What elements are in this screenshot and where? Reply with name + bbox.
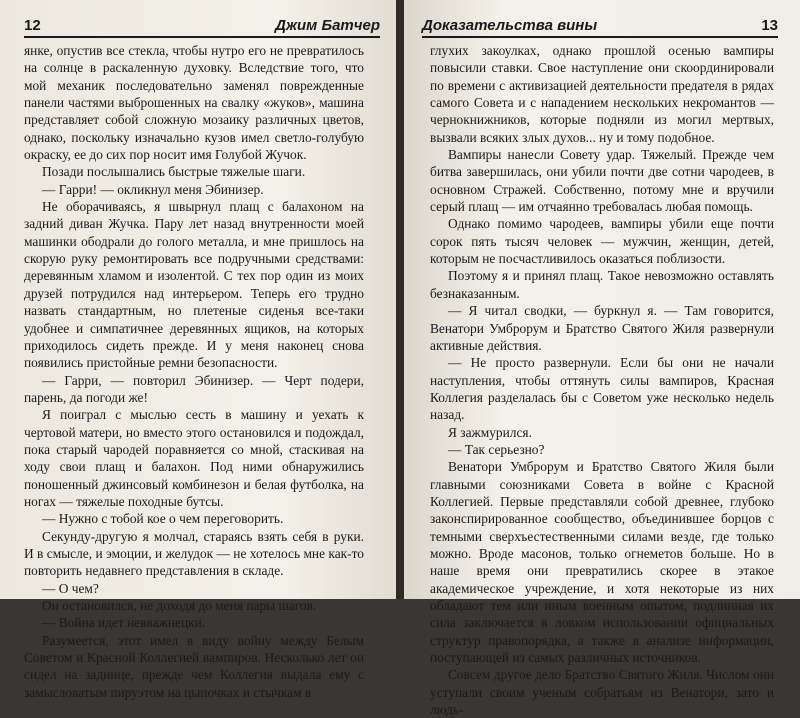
paragraph: — Нужно с тобой кое о чем переговорить. bbox=[42, 511, 284, 527]
paragraph: Не оборачиваясь, я швырнул плащ с балахоном на задний диван Жучка. Пару лет назад внутренности моей машинки ободрали до голого металла, и мне пришлось на скорую руку ремонтировать все подручными средствами: деревянным хламом и изолентой. С тех пор один из моих друзей потрудился над интерьером. Теперь его трудно назвать стандартным, но плетеные сиденья все-таки удобнее и симпатичнее деревянных ящиков, на которых приходилось сидеть прежде. И у меня наконец снова появились пристойные ремни безопасности. bbox=[24, 199, 364, 371]
paragraph: — Я читал сводки, — буркнул я. — Там говорится, Венатори Умброрум и Братство Святого Жиля развернули активные действия. bbox=[430, 303, 774, 353]
paragraph: Совсем другое дело Братство Святого Жиля. Числом они уступали своим ученым собратьям из Венатори, зато и людь- bbox=[430, 667, 774, 718]
book-gutter bbox=[396, 0, 404, 599]
paragraph: Он остановился, не доходя до меня пары шагов. bbox=[42, 598, 317, 613]
left-running-head: Джим Батчер bbox=[275, 17, 380, 34]
left-page bbox=[0, 0, 396, 700]
paragraph: Однако помимо чародеев, вампиры убили еще почти сорок пять тысяч человек — мужчин, женщин, детей, которым не посчастливилось оказаться поблизости. bbox=[430, 216, 774, 267]
paragraph: Поэтому я и принял плащ. Такое невозможно оставлять безнаказанным. bbox=[430, 268, 774, 301]
paragraph: янке, опустив все стекла, чтобы нутро его не превратилось на солнце в раскаленную духовку. Вследствие того, что мой механик последовательно заменял поврежденные панели частями выброшенных на свалку «жуков», машина представляет собой сложную мозаику различных цветов, однако, поскольку изначально кузов имел светло-голубую окраску, ее до сих пор носит имя Голубой Жучок. bbox=[24, 43, 364, 163]
left-page-header bbox=[24, 14, 380, 34]
right-running-head: Доказательства вины bbox=[422, 17, 598, 34]
paragraph: — Так серьезно? bbox=[448, 441, 545, 457]
paragraph: Я поиграл с мыслью сесть в машину и уехать к чертовой матери, но вместо этого остановился и подождал, пока старый чародей поравняется со мной, стаскивая на ходу свои плащ и балахон. Под ними обнаружились поношенный джинсовый комбинезон и белая футболка, на ногах — тяжелые походные бутсы. bbox=[24, 407, 364, 509]
right-page-header bbox=[422, 14, 778, 34]
paragraph: глухих закоулках, однако прошлой осенью вампиры повысили ставки. Свое наступление они скоординировали по времени с активизацией деятельности предателя в рядах самого Совета и с нападением нескольких некромантов — чернокнижников, которые подняли из могил мертвых, вызвали всяких злых духов... ну и тому подобное. bbox=[430, 43, 774, 145]
paragraph: — Война идет невважнецки. bbox=[42, 615, 206, 631]
right-page bbox=[404, 0, 800, 718]
left-page-body bbox=[24, 42, 364, 701]
left-page-number: 12 bbox=[24, 17, 41, 34]
paragraph: — Не просто развернули. Если бы они не начали наступления, чтобы оттянуть силы вампиров, Красная Коллегия разделалась бы с Советом уже несколько недель назад. bbox=[430, 355, 774, 423]
right-page-body bbox=[430, 42, 774, 718]
paragraph: Вампиры нанесли Совету удар. Тяжелый. Прежде чем битва завершилась, они убили почти две сотни чародеев, в основном Стражей. Собственно, потому мне и вручили серый плащ — им отчаянно требовалась любая помощь. bbox=[430, 147, 774, 215]
paragraph: Секунду-другую я молчал, стараясь взять себя в руки. И в смысле, и эмоции, и желудок — не хотелось мне как-то повторить недавнего представления в складе. bbox=[24, 528, 364, 579]
paragraph: — Гарри, — повторил Эбинизер. — Черт подери, парень, да погоди же! bbox=[24, 372, 364, 405]
left-header-rule bbox=[24, 36, 380, 38]
paragraph: Я зажмурился. bbox=[448, 424, 532, 440]
paragraph: — Гарри! — окликнул меня Эбинизер. bbox=[42, 181, 264, 197]
right-header-rule bbox=[422, 36, 778, 38]
paragraph: — О чем? bbox=[42, 580, 99, 596]
paragraph: Венатори Умброрум и Братство Святого Жиля были главными союзниками Совета в войне с Красной Коллегией. Первые представляли собой древнее, глубоко законспирированное сообщество, объединившее борцов с темными сверхъестественными силами везде, где только можно. Вроде масонов, только огнеметов больше. Но в наше время они превратились скорее в этакое академическое учреждение, и хотя некоторые из них обладают тем или иным военным опытом, подлинная их сила заключается в ловком использовании официальных структур правопорядка, а также в анализе информации, поступающей из самых различных источников. bbox=[430, 459, 774, 666]
paragraph: Позади послышались быстрые тяжелые шаги. bbox=[42, 164, 306, 180]
right-page-number: 13 bbox=[761, 17, 778, 34]
paragraph: Разумеется, этот имел в виду войну между Белым Советом и Красной Коллегией вампиров. Несколько лет он сидел на заднице, прежде чем Коллегия выдала ему с замысловатым пируэтом на цыпочках и стычкам в bbox=[24, 632, 364, 700]
